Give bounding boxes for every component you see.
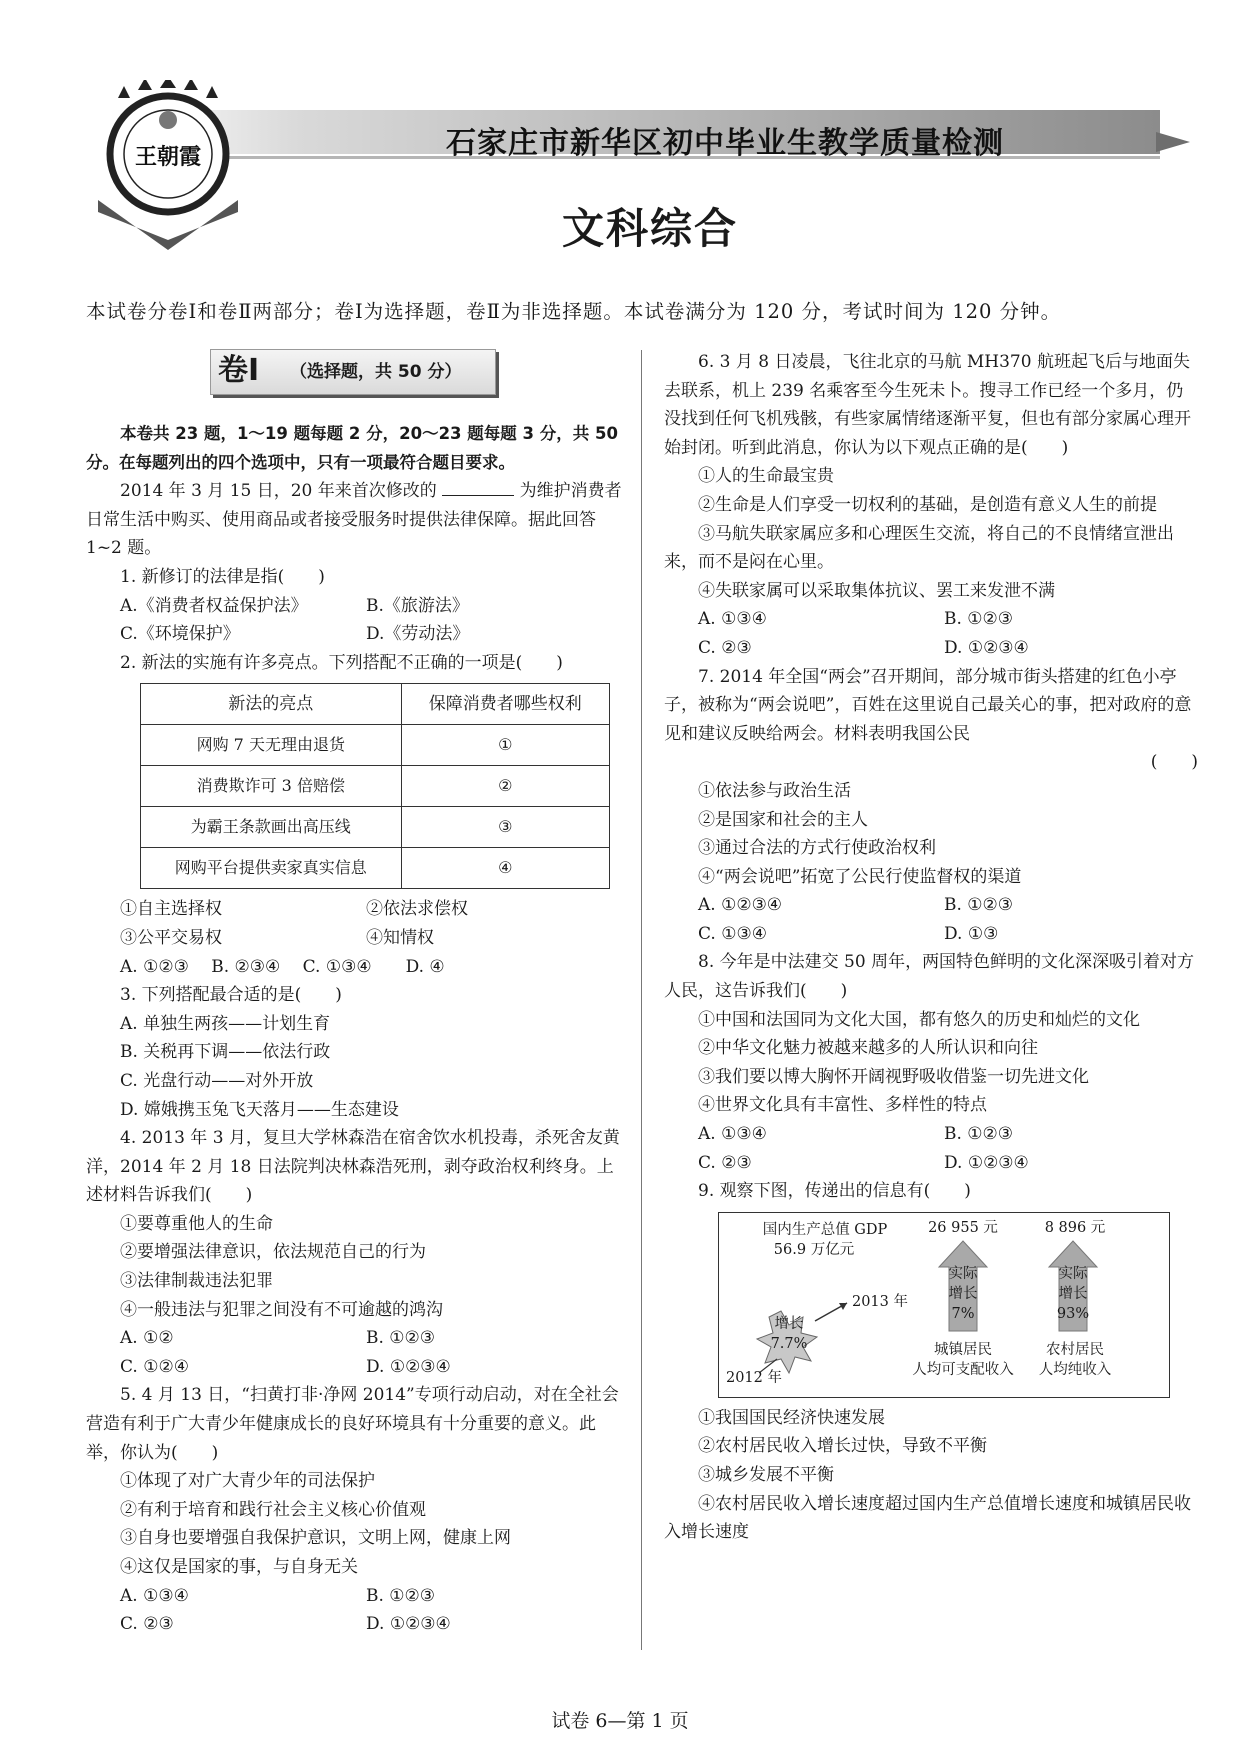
q7-option-c[interactable]: C. ①③④ [698,923,767,944]
q3-option-b[interactable]: B. 关税再下调——依法行政 [120,1042,331,1063]
section-subtitle: （选择题，共 50 分） [290,362,462,382]
exam-instructions: 本试卷分卷Ⅰ和卷Ⅱ两部分；卷Ⅰ为选择题，卷Ⅱ为非选择题。本试卷满分为 120 分，考试时间为 120 分钟。 [86,300,1062,323]
q8-option-c[interactable]: C. ②③ [698,1152,752,1173]
q4-option-d[interactable]: D. ①②③④ [366,1356,451,1377]
q8-stem: 8. 今年是中法建交 50 周年，两国特色鲜明的文化深深吸引着对方人民，这告诉我们( ) [664,952,1195,1002]
q6-item-4: ④失联家属可以采取集体抗议、罢工来发泄不满 [698,580,1055,601]
q5-options [86,1582,622,1639]
q4-stem: 4. 2013 年 3 月，复旦大学林森浩在宿舍饮水机投毒，杀死舍友黄洋，2014 年 2 月 18 日法院判决林森浩死刑，剥夺政治权利终身。上述材料告诉我们( ) [86,1128,620,1206]
q7-item-3: ③通过合法的方式行使政治权利 [698,838,936,859]
q4-options [86,1324,622,1381]
table-row [141,725,610,766]
table-cell: 消费欺诈可 3 倍赔偿 [141,766,402,807]
q6-item-3: ③马航失联家属应多和心理医生交流，将自己的不良情绪宣泄出来，而不是闷在心里。 [664,523,1174,573]
rural-label-2: 人均纯收入 [1038,1361,1112,1378]
q7-option-a[interactable]: A. ①②③④ [698,895,783,916]
year-2012: 2012 年 [725,1369,782,1386]
q7-item-4: ④“两会说吧”拓宽了公民行使监督权的渠道 [698,866,1022,887]
q8-option-a[interactable]: A. ①③④ [698,1124,767,1145]
q6-option-c[interactable]: C. ②③ [698,637,752,658]
q7-item-2: ②是国家和社会的主人 [698,809,868,830]
answer-blank[interactable] [442,477,514,496]
urban-income-value: 26 955 元 [928,1219,998,1236]
exam-title: 石家庄市新华区初中毕业生教学质量检测 [446,126,1004,161]
q8-item-4: ④世界文化具有丰富性、多样性的特点 [698,1095,987,1116]
right-column [664,348,1198,1547]
q1-stem: 1. 新修订的法律是指( ) [120,566,325,587]
q5-item-1: ①体现了对广大青少年的司法保护 [120,1471,375,1492]
q4-option-c[interactable]: C. ①②④ [120,1356,189,1377]
q2-options[interactable]: A. ①②③ B. ②③④ C. ①③④ D. ④ [120,956,445,977]
q7-options [664,891,1198,948]
q7-option-d[interactable]: D. ①③ [944,923,999,944]
q6-stem: 6. 3 月 8 日凌晨，飞往北京的马航 MH370 航班起飞后与地面失去联系，机上 239 名乘客至今生死未卜。搜寻工作已经一个多月，仍没找到任何飞机残骸，有些家属情绪逐渐平复，但也有部分家属心理开始封闭。听到此消息，你认为以下观点正确的是( ) [664,352,1191,458]
q4-item-2: ②要增强法律意识，依法规范自己的行为 [120,1242,426,1263]
q4-option-b[interactable]: B. ①②③ [366,1328,436,1349]
table-cell: ④ [401,848,609,889]
year-2013: 2013 年 [851,1293,908,1310]
rural-income-value: 8 896 元 [1044,1219,1106,1236]
q9-item-4: ④农村居民收入增长速度超过国内生产总值增长速度和城镇居民收入增长速度 [664,1493,1191,1543]
q5-option-b[interactable]: B. ①②③ [366,1585,436,1606]
q2-stem: 2. 新法的实施有许多亮点。下列搭配不正确的一项是( ) [120,652,563,673]
q2-right-2: ②依法求偿权 [366,899,468,920]
q4-item-4: ④一般违法与犯罪之间没有不可逾越的鸿沟 [120,1299,443,1320]
growth-value: 7.7% [770,1335,808,1352]
q8-option-d[interactable]: D. ①②③④ [944,1152,1029,1173]
q9-item-1: ①我国国民经济快速发展 [698,1407,885,1428]
q8-item-1: ①中国和法国同为文化大国，都有悠久的历史和灿烂的文化 [698,1009,1140,1030]
lead-part-2: 为维护消费者日常生活中购买、使用商品或者接受服务时提供法律保障。据此回答 1~2 题。 [86,481,622,559]
q8-option-b[interactable]: B. ①②③ [944,1124,1014,1145]
rural-growth-rate: 93% [1056,1305,1090,1322]
q9-stem: 9. 观察下图，传递出的信息有( ) [698,1181,971,1202]
lead-passage [86,477,622,563]
q2-right-4: ④知情权 [366,927,434,948]
urban-arrow-label-2: 增长 [948,1285,978,1302]
q7-stem: 7. 2014 年全国“两会”召开期间，部分城市街头搭建的红色小亭子，被称为“两会说吧”，百姓在这里说自己最关心的事，把对政府的意见和建议反映给两会。材料表明我国公民 [664,666,1192,744]
lead-part-1: 2014 年 3 月 15 日，20 年来首次修改的 [120,481,437,502]
q3-option-c[interactable]: C. 光盘行动——对外开放 [120,1070,314,1091]
subject-title: 文科综合 [561,204,738,253]
table-row [141,807,610,848]
q5-stem: 5. 4 月 13 日，“扫黄打非·净网 2014”专项行动启动，对在全社会营造有利于广大青少年健康成长的良好环境具有十分重要的意义。此举，你认为( ) [86,1385,619,1463]
q4-item-1: ①要尊重他人的生命 [120,1213,273,1234]
q3-option-d[interactable]: D. 嫦娥携玉兔飞天落月——生态建设 [120,1099,399,1120]
q5-item-4: ④这仅是国家的事，与自身无关 [120,1557,358,1577]
q6-item-1: ①人的生命最宝贵 [698,466,834,487]
table-cell: 为霸王条款画出高压线 [141,807,402,848]
svg-text:王朝霞: 王朝霞 [134,144,202,170]
column-divider [641,350,642,1650]
table-row [141,766,610,807]
q7-answer-paren[interactable]: ( ) [1150,752,1198,773]
q1-option-b[interactable]: B.《旅游法》 [366,595,469,616]
q9-figure [718,1212,1170,1398]
section-note: 本卷共 23 题，1～19 题每题 2 分，20～23 题每题 3 分，共 50 分。在每题列出的四个选项中，只有一项最符合题目要求。 [86,424,618,472]
q2-right-1: ①自主选择权 [120,899,222,920]
q6-option-a[interactable]: A. ①③④ [698,609,767,630]
q6-options [664,605,1198,662]
publisher-logo [98,80,238,250]
rural-arrow-label-2: 增长 [1058,1285,1088,1302]
table-row [141,848,610,889]
q3-stem: 3. 下列搭配最合适的是( ) [120,985,342,1006]
q1-option-c[interactable]: C.《环境保护》 [120,624,240,645]
q1-option-a[interactable]: A.《消费者权益保护法》 [120,595,308,616]
section-title: 卷Ⅰ [218,353,260,388]
table-cell: ① [401,725,609,766]
q5-item-3: ③自身也要增强自我保护意识，文明上网，健康上网 [120,1528,511,1549]
q9-item-2: ②农村居民收入增长过快，导致不平衡 [698,1436,987,1457]
q1-options [86,592,622,649]
gdp-value: 56.9 万亿元 [773,1241,855,1258]
q7-option-b[interactable]: B. ①②③ [944,895,1014,916]
q5-item-2: ②有利于培育和践行社会主义核心价值观 [120,1499,426,1520]
q3-option-a[interactable]: A. 单独生两孩——计划生育 [120,1013,331,1034]
q8-item-3: ③我们要以博大胸怀开阔视野吸收借鉴一切先进文化 [698,1066,1089,1087]
urban-label-1: 城镇居民 [934,1341,992,1358]
q8-item-2: ②中华文化魅力被越来越多的人所认识和向往 [698,1038,1038,1059]
left-column [86,420,622,1639]
q6-option-d[interactable]: D. ①②③④ [944,637,1029,658]
table-cell: 网购 7 天无理由退货 [141,725,402,766]
gdp-label: 国内生产总值 GDP [762,1221,888,1238]
urban-label-2: 人均可支配收入 [912,1361,1014,1378]
q5-option-a[interactable]: A. ①③④ [120,1585,189,1606]
q1-option-d[interactable]: D.《劳动法》 [366,624,470,645]
rural-arrow-label-1: 实际 [1058,1265,1088,1282]
growth-label: 增长 [774,1315,804,1332]
table-cell: 网购平台提供卖家真实信息 [141,848,402,889]
q9-item-3: ③城乡发展不平衡 [698,1465,834,1485]
q8-options [664,1120,1198,1177]
q2-table [140,683,610,889]
q4-item-3: ③法律制裁违法犯罪 [120,1271,273,1292]
q6-item-2: ②生命是人们享受一切权利的基础，是创造有意义人生的前提 [698,494,1157,515]
q5-option-c[interactable]: C. ②③ [120,1614,174,1635]
q2-table-header: 保障消费者哪些权利 [401,684,609,725]
q6-option-b[interactable]: B. ①②③ [944,609,1014,630]
q5-option-d[interactable]: D. ①②③④ [366,1614,451,1635]
q7-item-1: ①依法参与政治生活 [698,780,851,801]
q4-option-a[interactable]: A. ①② [120,1328,174,1349]
urban-arrow-label-1: 实际 [948,1265,978,1282]
urban-growth-rate: 7% [951,1305,975,1322]
q2-table-header: 新法的亮点 [141,684,402,725]
table-cell: ③ [401,807,609,848]
table-cell: ② [401,766,609,807]
page-footer: 试卷 6—第 1 页 [551,1710,689,1732]
q2-rights [86,895,622,952]
rural-label-1: 农村居民 [1046,1341,1104,1358]
q2-right-3: ③公平交易权 [120,927,222,948]
